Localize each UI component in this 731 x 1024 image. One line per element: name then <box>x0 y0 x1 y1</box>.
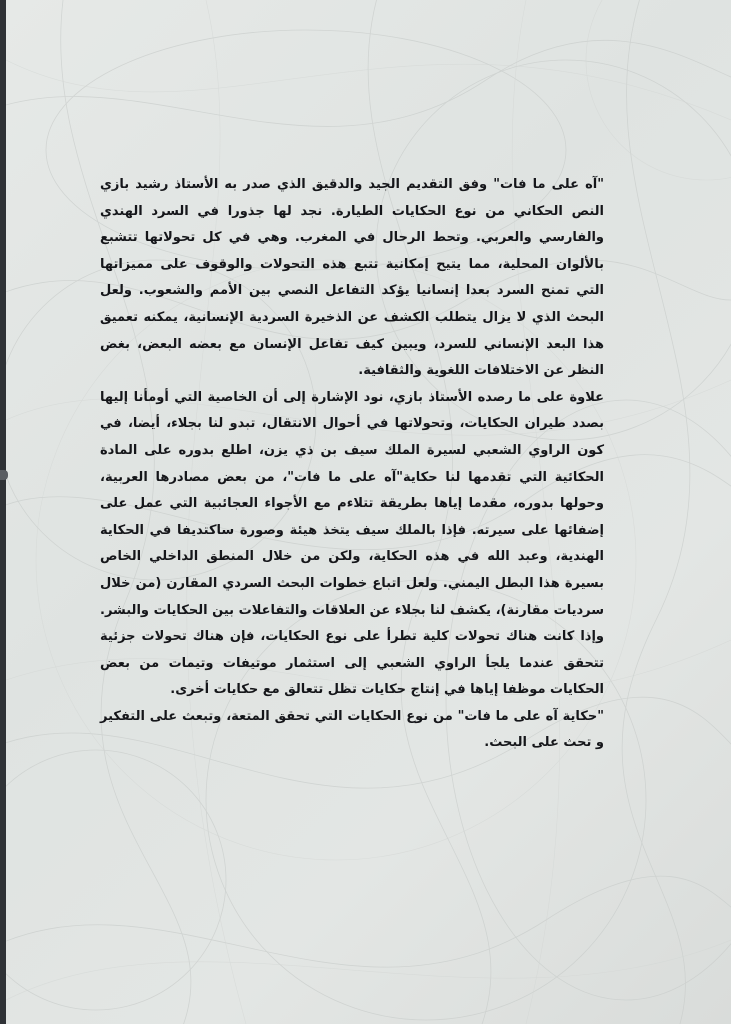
synopsis-text <box>100 172 604 757</box>
paragraph-3: "حكاية آه على ما فات" من نوع الحكايات التي تحقق المتعة، وتبعث على التفكير و تحث على البحث. <box>100 708 604 751</box>
paragraph-1: "آه على ما فات" وفق التقديم الجيد والدقيق الذي صدر به الأستاذ رشيد بازي النص الحكاني من نوع الحكايات الطيارة. نجد لها جذورا في السرد الهندي والفارسي والعربي. وتحط الرحال في المغرب. وهي في كل تحولاتها تتشبع بالألوان المحلية، مما يتيح إمكانية تتبع هذه التحولات والوقوف على مميزاتها التي تمنح السرد بعدا إنسانيا يؤكد التفاعل النصي بين الأمم والشعوب. ولعل البحث الذي لا يزال يتطلب الكشف عن الذخيرة السردية الإنسانية، يمكنه تعميق هذا البعد الإنساني للسرد، ويبين كيف تفاعل الإنسان مع بعضه البعض، بغض النظر عن الاختلافات اللغوية والثقافية. <box>100 177 604 379</box>
paragraph-2: علاوة على ما رصده الأستاذ بازي، نود الإشارة إلى أن الخاصية التي أومأنا إليها بصدد طيران الحكايات، وتحولاتها في أحوال الانتقال، تبدو لنا بجلاء، أيضا، في كون الراوي الشعبي لسيرة الملك سيف بن ذي يزن، اطلع بدوره على المادة الحكائية التي تقدمها لنا حكاية"آه على ما فات"، من بعض مصادرها العربية، وحولها بدوره، مقدما إياها بطريقة تتلاءم مع الأجواء العجائبية التي عمل على إضفائها على سيرته. فإذا بالملك سيف يتخذ هيئة وصورة ساكتديفا في الحكاية الهندية، وعبد الله في هذه الحكاية، ولكن من خلال المنطق الداخلي الخاص بسيرة هذا البطل اليمني. ولعل اتباع خطوات البحث السردي المقارن (من خلال سرديات مقارنة)، يكشف لنا بجلاء عن العلاقات والتفاعلات بين الحكايات والبشر. وإذا كانت هناك تحولات كلية تطرأ على نوع الحكايات، فإن هناك تحولات جزئية تتحقق عندما يلجأ الراوي الشعبي إلى استثمار موتيفات وتيمات من بعض الحكايات موظفا إياها في إنتاج حكايات تظل تتعالق مع حكايات أخرى. <box>100 389 604 698</box>
book-back-cover <box>6 0 731 1024</box>
edge-notch <box>0 470 8 480</box>
